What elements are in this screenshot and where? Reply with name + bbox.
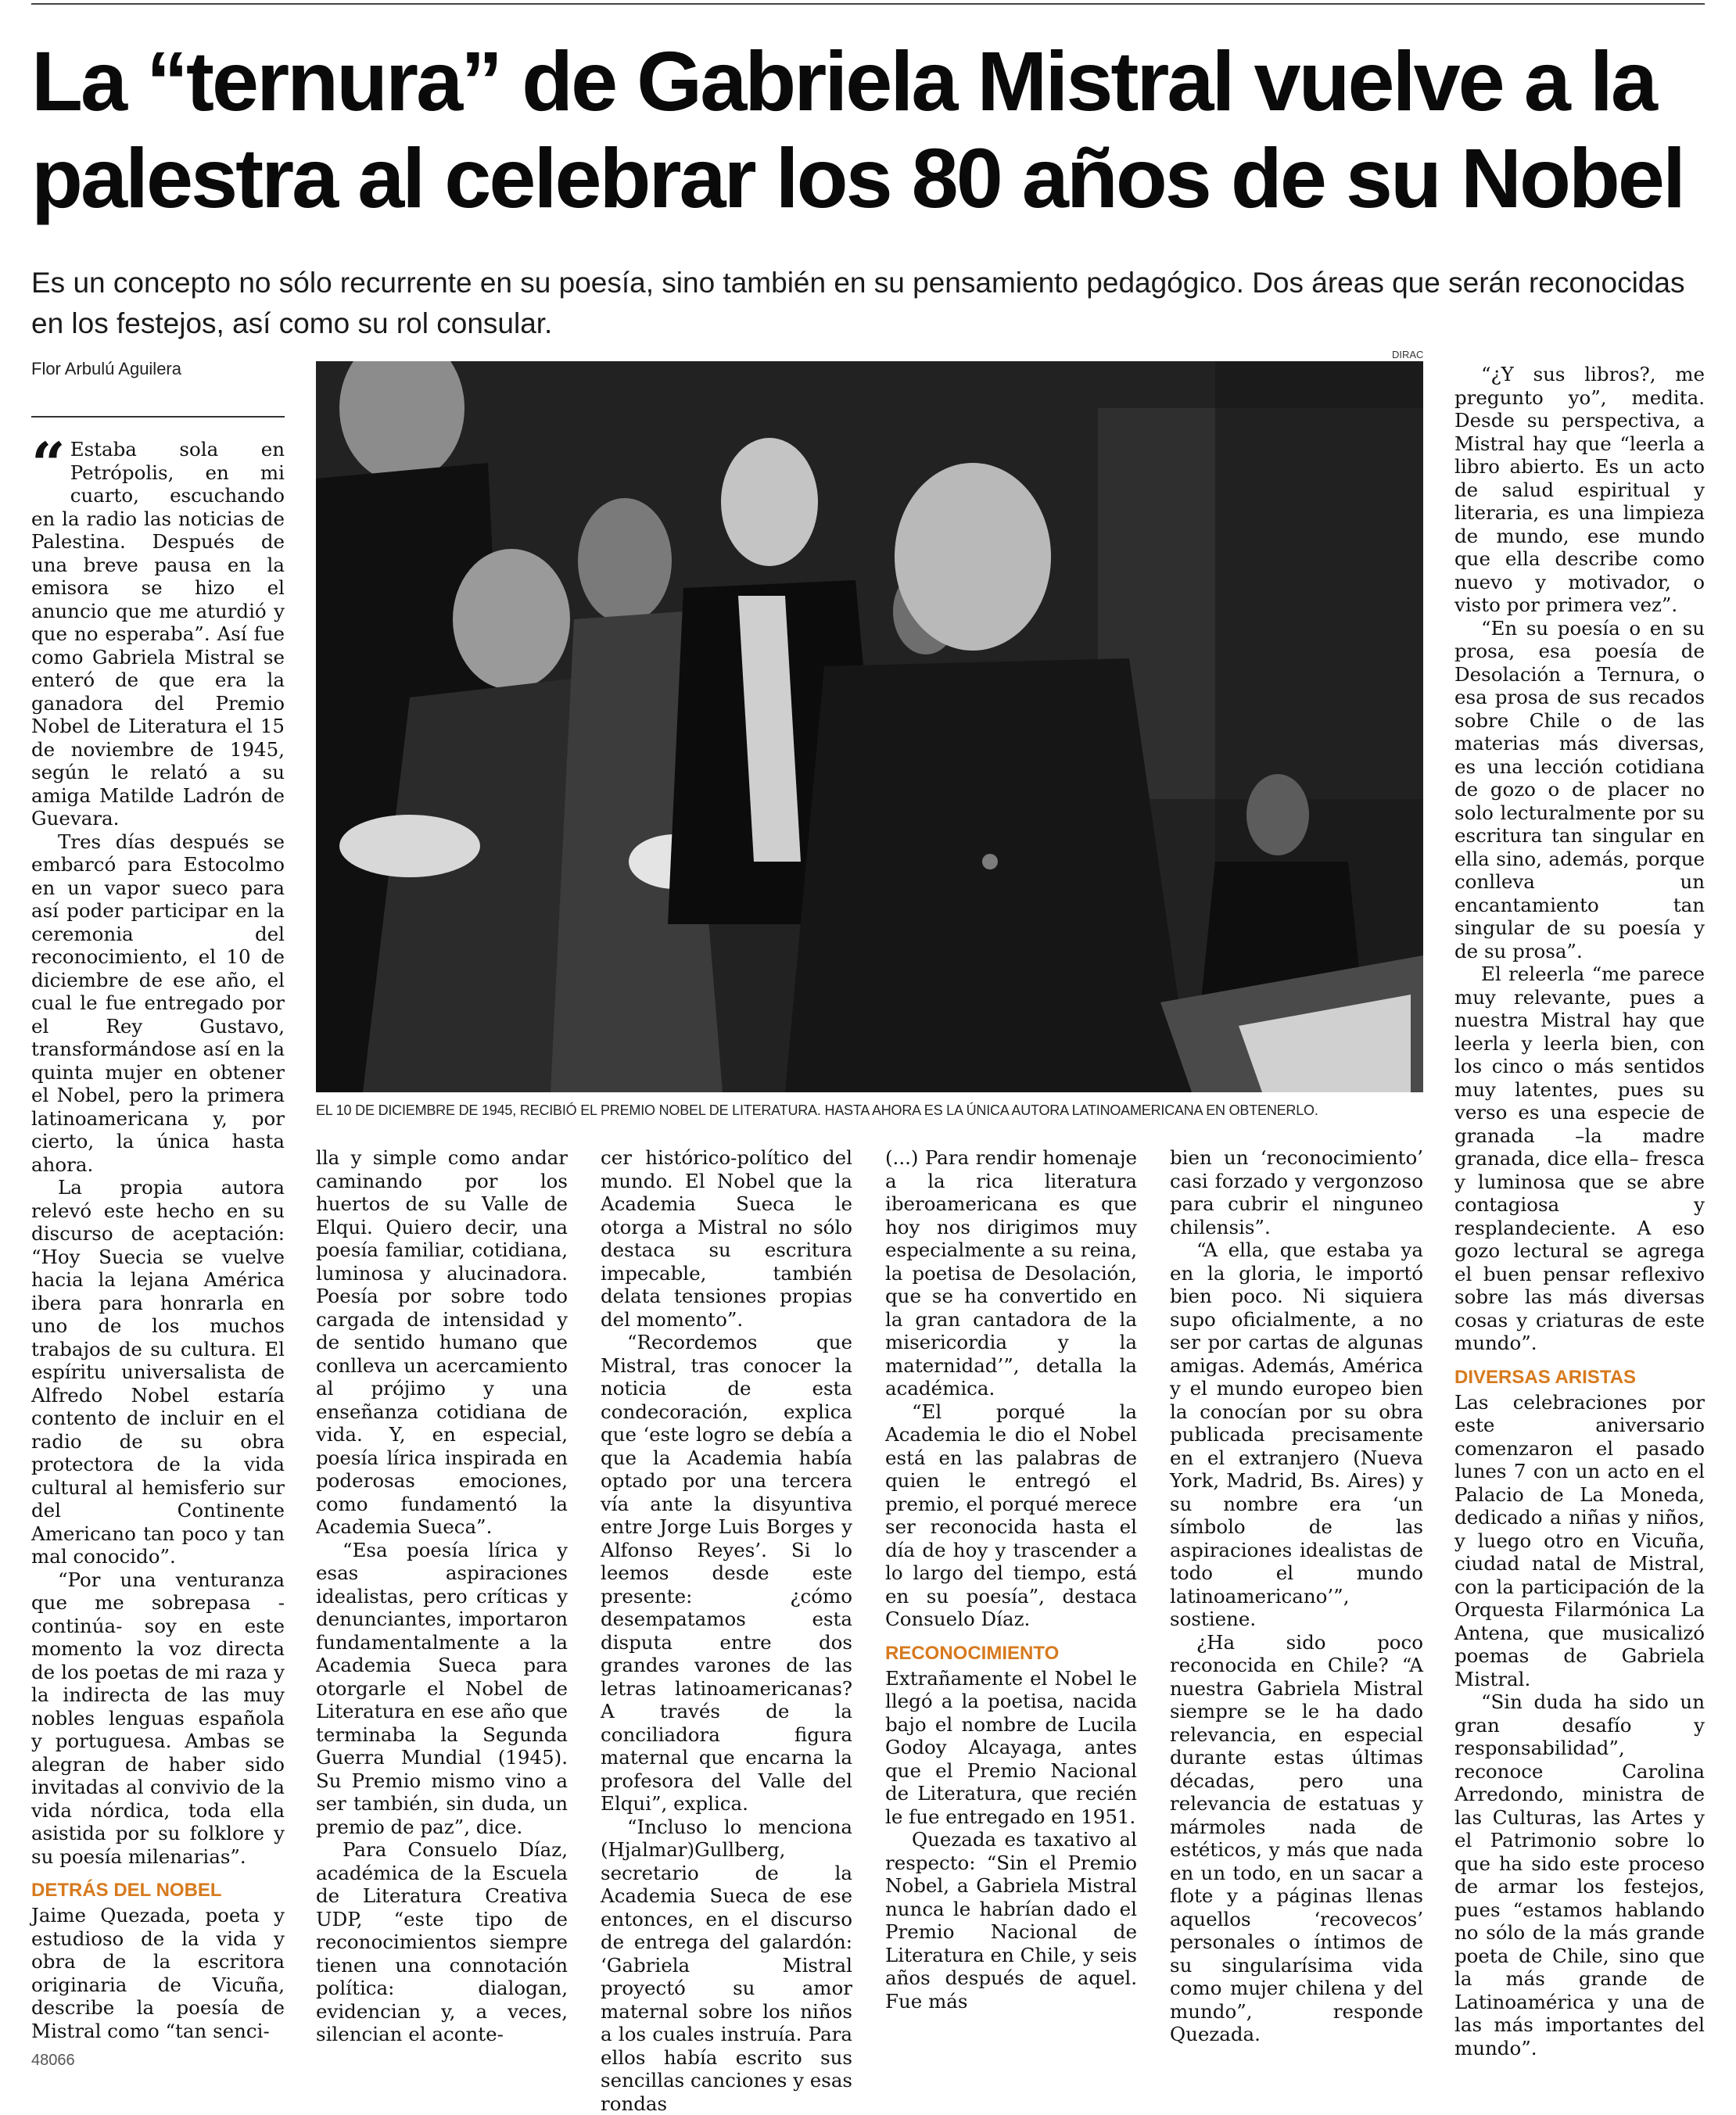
subheadline: Es un concepto no sólo recurrente en su poesía, sino también en su pensamiento pedagógico. Dos áreas que serán reconocidas en los festejos, así como su rol consular. [31, 263, 1713, 344]
paragraph: cer histórico-político del mundo. El Nobel que la Academia Sueca le otorga a Mistral no sólo destaca su escritura impecable, también delata tensiones propias del momento”. [601, 1146, 852, 1331]
section-heading: DIVERSAS ARISTAS [1454, 1366, 1705, 1389]
paragraph: Jaime Quezada, poeta y estudioso de la vida y obra de la escritora originaria de Vicuña, describe la poesía de Mistral como “tan senci- [31, 1904, 285, 2042]
paragraph: Extrañamente el Nobel le llegó a la poetisa, nacida bajo el nombre de Lucila Godoy Alcayaga, antes que el Premio Nacional de Literatura, que recién le fue entregado en 1951. [885, 1667, 1137, 1829]
column-2 [316, 1146, 568, 2046]
paragraph: Tres días después se embarcó para Estocolmo en un vapor sueco para así poder participar en la ceremonia del reconocimiento, el 10 de diciembre de ese año, el cual le fue entregado por el Rey Gustavo, transformándose así en la quinta mujer en obtener el Nobel, pero la primera latinoamericana y, por cierto, la única hasta ahora. [31, 830, 285, 1177]
photo-caption: EL 10 DE DICIEMBRE DE 1945, RECIBIÓ EL PREMIO NOBEL DE LITERATURA. HASTA AHORA ES LA ÚNICA AUTORA LATINOAMERICANA EN OBTENERLO. [316, 1102, 1423, 1119]
column-3 [601, 1146, 852, 2115]
paragraph: “En su poesía o en su prosa, esa poesía de Desolación a Ternura, o esa prosa de sus recados sobre Chile o de las materias más diversas, es una lección cotidiana de gozo o de placer no solo lecturalmente por su escritura tan singular en ella sino, además, porque conlleva un encantamiento tan singular de su poesía y de su prosa”. [1454, 617, 1705, 963]
paragraph: ¿Ha sido poco reconocida en Chile? “A nuestra Gabriela Mistral siempre se le ha dado relevancia, en especial durante estas últimas décadas, pero una relevancia de estatuas y mármoles nada de estéticos, y más que nada en un todo, en un sacar a flote y a páginas llenas aquellos ‘recovecos’ personales o íntimos de su singularísima vida como mujer chilena y del mundo”, responde Quezada. [1170, 1631, 1423, 2046]
paragraph: La propia autora relevó este hecho en su discurso de aceptación: “Hoy Suecia se vuelve hacia la lejana América ibera para honrarla en uno de los muchos trabajos de su cultura. El espíritu universalista de Alfredo Nobel estaría contento de incluir en el radio de su obra protectora de la vida cultural al hemisferio sur del Continente Americano tan poco y tan mal conocido”. [31, 1176, 285, 1568]
paragraph: “A ella, que estaba ya en la gloria, le importó bien poco. Ni siquiera supo oficialmente, a no ser por cartas de algunas amigas. Además, América y el mundo europeo bien la conocían por su obra publicada precisamente en el extranjero (Nueva York, Madrid, Bs. Aires) y su nombre era ‘un símbolo de las aspiraciones idealistas de todo el mundo latinoamericano’”, sostiene. [1170, 1239, 1423, 1631]
paragraph: bien un ‘reconocimiento’ casi forzado y vergonzoso para cubrir el ninguneo chilensis”. [1170, 1146, 1423, 1239]
paragraph: “Recordemos que Mistral, tras conocer la noticia de esta condecoración, explica que ‘este logro se debía a que la Academia había optado por una tercera vía ante la disyuntiva entre Jorge Luis Borges y Alfonso Reyes’. Si lo leemos desde este presente: ¿cómo desempatamos esta disputa entre dos grandes varones de las letras latinoamericanas? A través de la conciliadora figura maternal que encarna la profesora del Valle del Elqui”, explica. [601, 1331, 852, 1816]
paragraph: “Sin duda ha sido un gran desafío y responsabilidad”, reconoce Carolina Arredondo, ministra de las Culturas, las Artes y el Patrimonio sobre lo que ha sido este proceso de armar los festejos, pues “estamos hablando no sólo de la más grande poeta de Chile, sino que la más grande de Latinoamérica y una de las más importantes del mundo”. [1454, 1690, 1705, 2059]
headline: La “ternura” de Gabriela Mistral vuelve a la palestra al celebrar los 80 años de su Nobel [31, 33, 1720, 227]
column-5 [1170, 1146, 1423, 2046]
paragraph: “Esa poesía lírica y esas aspiraciones idealistas, pero críticas y denunciantes, importaron fundamentalmente a la Academia Sueca para otorgarle el Nobel de Literatura en ese año que terminaba la Segunda Guerra Mundial (1945). Su Premio mismo vino a ser también, sin duda, un premio de paz”, dice. [316, 1539, 568, 1839]
column-4 [885, 1146, 1137, 2013]
section-heading: RECONOCIMIENTO [885, 1642, 1137, 1665]
column-1 [31, 438, 285, 2042]
paragraph: “Incluso lo menciona (Hjalmar)Gullberg, secretario de la Academia Sueca de ese entonces, en el discurso de entrega del galardón: ‘Gabriela Mistral proyectó su amor maternal sobre los niños a los cuales instruía. Para ellos había escrito sus sencillas canciones y esas rondas [601, 1816, 852, 2115]
quote-mark: “ [31, 439, 66, 485]
top-rule [31, 3, 1705, 5]
paragraph: Las celebraciones por este aniversario comenzaron el pasado lunes 7 con un acto en el Palacio de La Moneda, dedicado a niñas y niños, y luego otro en Vicuña, ciudad natal de Mistral, con la participación de la Orquesta Filarmónica La Antena, que musicalizó poemas de Gabriela Mistral. [1454, 1391, 1705, 1691]
section-heading: DETRÁS DEL NOBEL [31, 1879, 285, 1902]
paragraph: “¿Y sus libros?, me pregunto yo”, medita. Desde su perspectiva, a Mistral hay que “leerla a libro abierto. Es un acto de salud espiritual y literaria, es una limpieza de mundo, ese mundo que ella describe como nuevo y motivador, o visto por primera vez”. [1454, 363, 1705, 617]
paragraph: El releerla “me parece muy relevante, pues a nuestra Mistral hay que leerla y leerla bien, con los cinco o más sentidos muy latentes, pues su verso es una especie de granada –la madre granada, dice ella– fresca y luminosa que se abre contagiosa y resplandeciente. A eso gozo lectural se agrega el buen pensar reflexivo sobre las más diversas cosas y criaturas de este mundo”. [1454, 963, 1705, 1355]
paragraph: Quezada es taxativo al respecto: “Sin el Premio Nobel, a Gabriela Mistral nunca le habrían dado el Premio Nacional de Literatura en Chile, y seis años después de aquel. Fue más [885, 1828, 1137, 2013]
paragraph: Para Consuelo Díaz, académica de la Escuela de Literatura Creativa UDP, “este tipo de reconocimientos siempre tienen una connotación política: dialogan, evidencian y, a veces, silencian el aconte- [316, 1838, 568, 2046]
paragraph: (...) Para rendir homenaje a la rica literatura iberoamericana es que hoy nos dirigimos muy especialmente a su reina, la poetisa de Desolación, que se ha convertido en la gran cantadora de la misericordia y la maternidad’”, detalla la académica. [885, 1146, 1137, 1400]
photo-credit: DIRAC [1392, 349, 1423, 360]
column-6 [1454, 363, 1705, 2059]
page-number: 48066 [31, 2052, 75, 2070]
paragraph: lla y simple como andar caminando por los huertos de su Valle de Elqui. Quiero decir, una poesía familiar, cotidiana, luminosa y alucinadora. Poesía por sobre todo cargada de intensidad y de sentido humano que conlleva un acercamiento al prójimo y una enseñanza cotidiana de vida. Y, en especial, poesía lírica inspirada en poderosas emociones, como fundamentó la Academia Sueca”. [316, 1146, 568, 1539]
paragraph-text: Estaba sola en Petrópolis, en mi cuarto, escuchando en la radio las noticias de Palestina. Después de una breve pausa en la emisora se hizo el anuncio que me aturdió y que no esperaba”. Así fue como Gabriela Mistral se enteró de que era la ganadora del Premio Nobel de Literatura el 15 de noviembre de 1945, según le relató a su amiga Matilde Ladrón de Guevara. [31, 438, 285, 830]
paragraph: “Por una venturanza que me sobrepasa -continúa- soy en este momento la voz directa de los poetas de mi raza y la indirecta de las muy nobles lenguas española y portuguesa. Ambas se alegran de haber sido invitadas al convivio de la vida nórdica, toda ella asistida por su folklore y su poesía milenarias”. [31, 1568, 285, 1869]
photo [316, 361, 1423, 1092]
paragraph: “El porqué la Academia le dio el Nobel está en las palabras de quien le entregó el premio, el porqué merece ser reconocida hasta el día de hoy y trascender a lo largo del tiempo, está en su poesía”, destaca Consuelo Díaz. [885, 1400, 1137, 1631]
photo-illustration [316, 361, 1423, 1092]
byline: Flor Arbulú Aguilera [31, 359, 181, 379]
paragraph [31, 438, 285, 830]
byline-rule [31, 416, 285, 418]
